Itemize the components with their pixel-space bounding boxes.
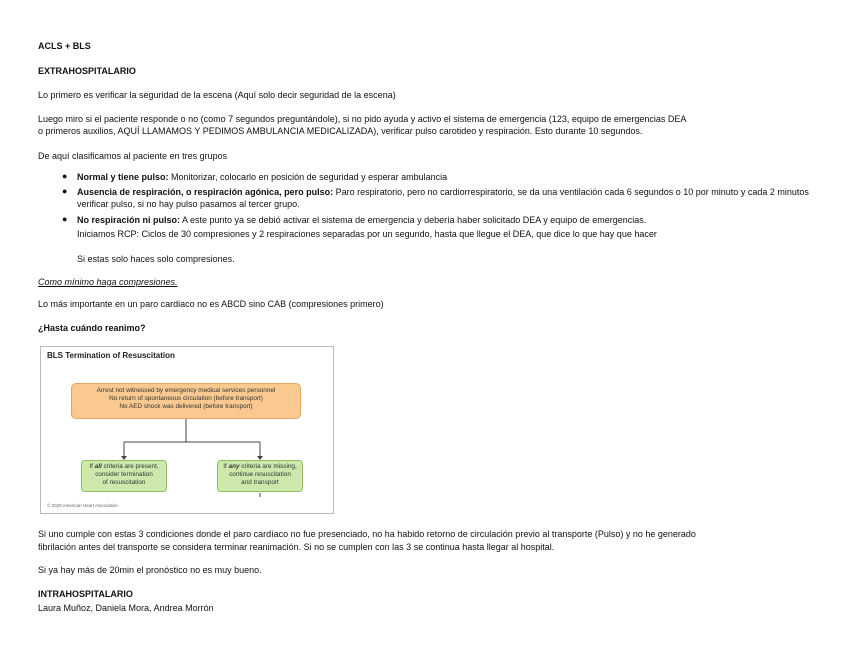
section-intrahospitalario: INTRAHOSPITALARIO — [38, 589, 133, 599]
bullet-text: Paro respiratorio, pero no cardiorrespiratorio, se da una ventilación cada 6 segundos o 10 por minuto y cada 2 minutos verificar pulso, si no hay pulso pasamos al tercer grupo. — [77, 187, 809, 209]
bullet-text: A este punto ya se debió activar el sistema de emergencia y debería haber solicitado DEA y equipo de emergencias. — [180, 215, 647, 225]
paragraph-scene-safety: Lo primero es verificar la seguridad de la escena (Aquí solo decir seguridad de la escena) — [38, 90, 396, 100]
figure-title: BLS Termination of Resuscitation — [47, 351, 175, 360]
bullet-dot: ● — [62, 186, 68, 196]
bullet-item-normal — [77, 171, 817, 183]
criteria-box — [71, 383, 301, 419]
paragraph-response-line2: o primeros auxilios, AQUÍ LLAMAMOS Y PEDIMOS AMBULANCIA MEDICALIZADA), verificar pulso carotideo y respiración. Esto durante 10 segundos. — [38, 126, 643, 136]
doc-heading: ACLS + BLS — [38, 41, 91, 51]
paragraph-conditions-line1: Si uno cumple con estas 3 condiciones donde el paro cardíaco no fue presenciado, no ha habido retorno de circulación previo al transporte (Pulso) y no he generado — [38, 529, 696, 539]
bullet-text: Monitorizar, colocarlo en posición de seguridad y esperar ambulancia — [168, 172, 448, 182]
underlined-note: Como mínimo haga compresiones. — [38, 277, 178, 287]
continue-line1: If any criteria are missing, — [223, 463, 297, 470]
paragraph-prognosis: Si ya hay más de 20min el pronóstico no es muy bueno. — [38, 565, 262, 575]
bullet-bold-label: Normal y tiene pulso: — [77, 172, 169, 182]
criteria-line: Arrest not witnessed by emergency medical services personnel — [96, 387, 276, 394]
solo-compressions-line: Si estas solo haces solo compresiones. — [77, 254, 235, 264]
question-heading: ¿Hasta cuándo reanimo? — [38, 323, 146, 333]
cab-line: Lo más importante en un paro cardiaco no es ABCD sino CAB (compresiones primero) — [38, 299, 384, 309]
bullet-bold-label: No respiración ni pulso: — [77, 215, 181, 225]
terminate-box — [81, 460, 167, 492]
criteria-line: No AED shock was delivered (before transport) — [119, 403, 253, 410]
bls-termination-figure — [40, 346, 334, 514]
terminate-line2: consider termination — [95, 471, 153, 478]
bullet-dot: ● — [62, 214, 68, 224]
paragraph-response-line1: Luego miro si el paciente responde o no (como 7 segundos preguntándole), si no pido ayuda y activo el sistema de emergencia (123, equipo de emergencias DEA — [38, 114, 687, 124]
authors-line: Laura Muñoz, Daniela Mora, Andrea Morrón — [38, 603, 214, 613]
terminate-line1: If all criteria are present, — [89, 463, 159, 470]
rcp-line: Iniciamos RCP: Ciclos de 30 compresiones y 2 respiraciones separadas por un segundo, hasta que llegue el DEA, que dice lo que hay que hacer — [77, 229, 657, 239]
section-extrahospitalario: EXTRAHOSPITALARIO — [38, 66, 136, 76]
continue-line2: continue resuscitation — [229, 471, 291, 478]
continue-line3: and transport — [241, 479, 279, 486]
figure-copyright: © 2020 American Heart Association — [47, 503, 118, 508]
terminate-line3: of resuscitation — [102, 479, 146, 486]
paragraph-conditions-line2: fibrilación antes del transporte se considera terminar reanimación. Si no se cumplen con las 3 se continua hasta llegar al hospital. — [38, 542, 555, 552]
continue-box — [217, 460, 303, 492]
bullet-item-respiratory-arrest — [77, 186, 817, 210]
bullet-dot: ● — [62, 171, 68, 181]
bullet-item-no-pulse — [77, 214, 817, 226]
paragraph-groups: De aquí clasificamos al paciente en tres grupos — [38, 151, 228, 161]
bullet-bold-label: Ausencia de respiración, o respiración agónica, pero pulso: — [77, 187, 334, 197]
criteria-line: No return of spontaneous circulation (before transport) — [109, 395, 263, 402]
